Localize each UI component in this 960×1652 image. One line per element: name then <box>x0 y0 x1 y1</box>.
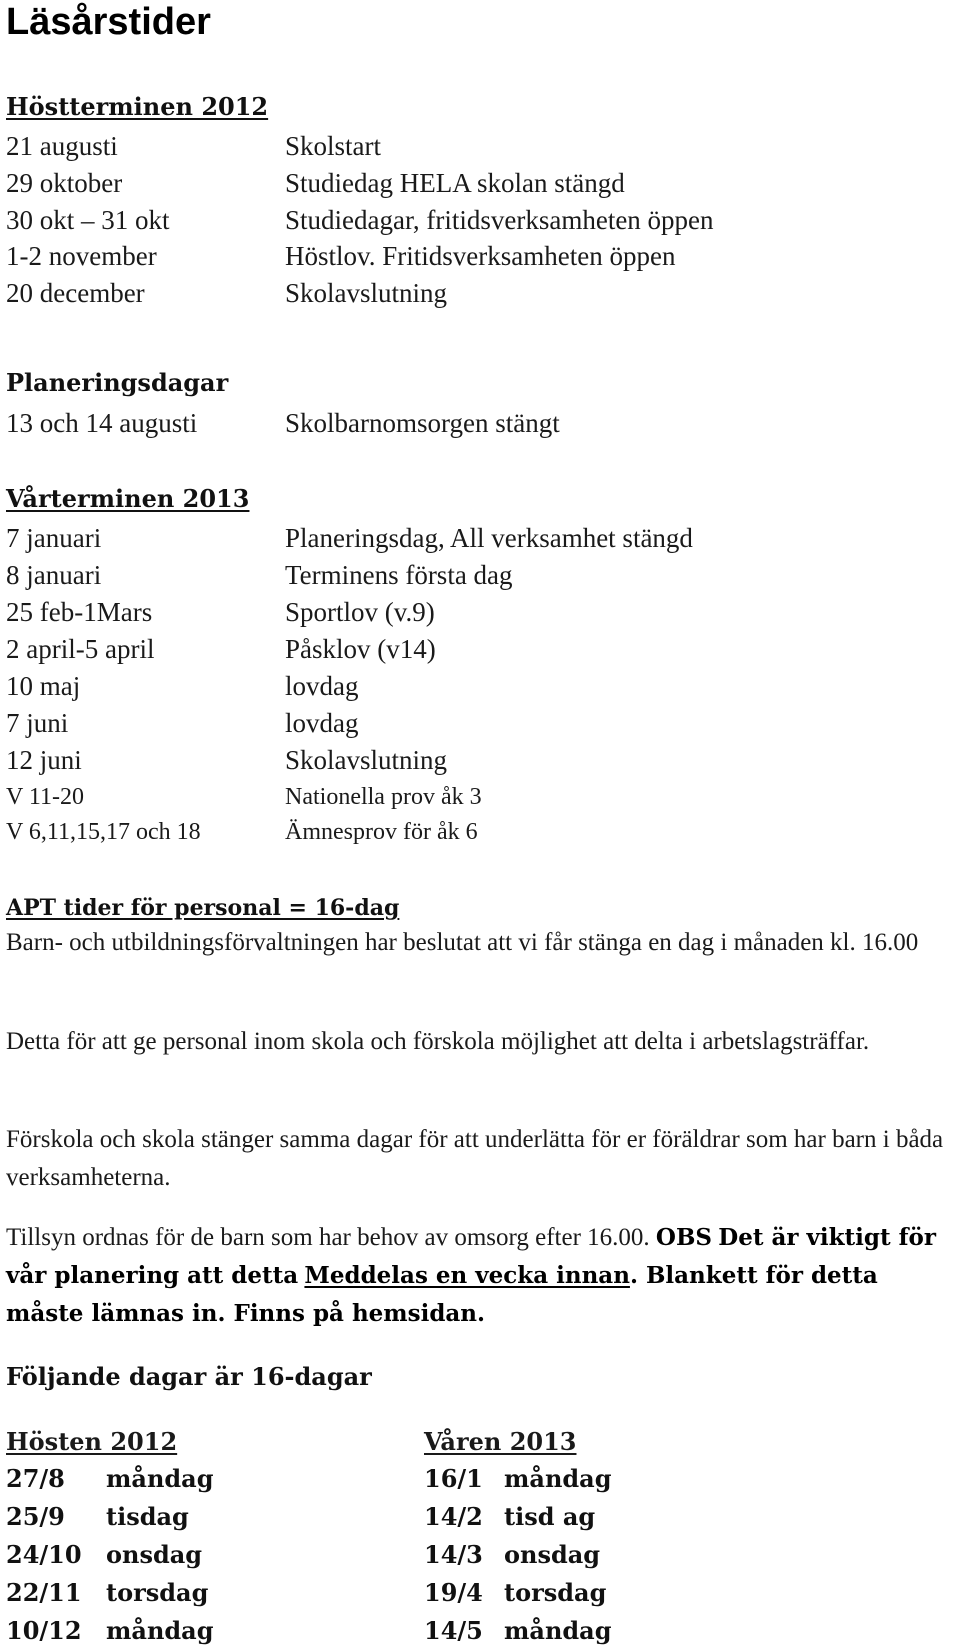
day16-date: 27/8 <box>6 1464 65 1493</box>
row-date: 8 januari <box>6 560 102 590</box>
row-date: 1-2 november <box>6 241 157 271</box>
day16-weekday: onsdag <box>106 1540 203 1569</box>
page-title: Läsårstider <box>6 1 211 43</box>
apt-paragraph-2: Detta för att ge personal inom skola och förskola möjlighet att delta i arbetslagsträffar. <box>6 1028 870 1055</box>
row-date: 20 december <box>6 278 145 308</box>
schedule-row <box>6 201 946 239</box>
day16-weekday: måndag <box>504 1464 612 1493</box>
day16-date: 24/10 <box>6 1540 82 1569</box>
row-event: Skolavslutning <box>285 745 448 775</box>
day16-weekday: torsdag <box>504 1578 607 1607</box>
row-event: Studiedagar, fritidsverksamheten öppen <box>285 205 714 235</box>
row-event: Påsklov (v14) <box>285 634 436 664</box>
row-date: 10 maj <box>6 671 81 701</box>
schedule-row <box>6 404 946 442</box>
row-date: 21 augusti <box>6 131 118 161</box>
row-event: Planeringsdag, All verksamhet stängd <box>285 523 693 553</box>
days16-heading: Följande dagar är 16-dagar <box>6 1362 372 1391</box>
apt-paragraph-3: Förskola och skola stänger samma dagar för att underlätta för er föräldrar som har barn i båda verksamheterna. <box>6 1126 944 1191</box>
schedule-row <box>6 127 946 165</box>
day16-date: 14/3 <box>424 1540 483 1569</box>
schedule-row <box>6 741 946 779</box>
schedule-row <box>6 274 946 312</box>
schedule-row <box>6 630 946 668</box>
row-date: 12 juni <box>6 745 82 775</box>
row-date: 2 april-5 april <box>6 634 155 664</box>
row-event: Nationella prov åk 3 <box>285 784 482 810</box>
row-date: 7 januari <box>6 523 102 553</box>
day16-weekday: måndag <box>504 1616 612 1645</box>
schedule-row <box>6 519 946 557</box>
schedule-row <box>6 556 946 594</box>
row-date: 13 och 14 augusti <box>6 408 198 438</box>
apt-p4-text: Tillsyn ordnas för de barn som har behov av omsorg efter 16.00. <box>6 1224 650 1251</box>
autumn-term-heading: Höstterminen 2012 <box>6 92 269 121</box>
day16-date: 25/9 <box>6 1502 65 1531</box>
schedule-row <box>6 778 946 816</box>
row-date: V 6,11,15,17 och 18 <box>6 819 201 845</box>
row-event: lovdag <box>285 671 359 701</box>
row-event: Terminens första dag <box>285 560 513 590</box>
apt-p4-bold-1: Det är viktigt för vår planering att detta <box>6 1224 936 1289</box>
day16-date: 19/4 <box>424 1578 483 1607</box>
apt-paragraph-1: Barn- och utbildningsförvaltningen har beslutat att vi får stänga en dag i månaden kl. 16.00 <box>6 929 919 956</box>
day16-date: 16/1 <box>424 1464 483 1493</box>
planning-days-heading: Planeringsdagar <box>6 368 229 397</box>
day16-date: 22/11 <box>6 1578 82 1607</box>
spring-2013-heading: Våren 2013 <box>424 1427 577 1456</box>
spring-term-heading: Vårterminen 2013 <box>6 484 250 513</box>
day16-date: 10/12 <box>6 1616 82 1645</box>
row-event: Ämnesprov för åk 6 <box>285 819 478 845</box>
row-date: 30 okt – 31 okt <box>6 205 170 235</box>
row-event: Skolstart <box>285 131 382 161</box>
apt-heading: APT tider för personal = 16-dag <box>6 895 400 921</box>
row-event: Höstlov. Fritidsverksamheten öppen <box>285 241 676 271</box>
day16-date: 14/2 <box>424 1502 483 1531</box>
day16-weekday: måndag <box>106 1616 214 1645</box>
row-date: 29 oktober <box>6 168 123 198</box>
row-event: lovdag <box>285 708 359 738</box>
day16-weekday: torsdag <box>106 1578 209 1607</box>
schedule-row <box>6 704 946 742</box>
row-date: 7 juni <box>6 708 69 738</box>
day16-date: 14/5 <box>424 1616 483 1645</box>
day16-weekday: onsdag <box>504 1540 601 1569</box>
schedule-row <box>6 237 946 275</box>
row-date: 25 feb-1Mars <box>6 597 153 627</box>
day16-weekday: tisdag <box>106 1502 189 1531</box>
schedule-row <box>6 813 946 851</box>
apt-paragraph-4 <box>6 1219 954 1333</box>
autumn-2012-heading: Hösten 2012 <box>6 1427 178 1456</box>
day16-weekday: måndag <box>106 1464 214 1493</box>
apt-p4-bold-2: . Blankett för detta måste lämnas in. Finns på hemsidan. <box>6 1262 878 1327</box>
row-event: Skolavslutning <box>285 278 448 308</box>
row-event: Studiedag HELA skolan stängd <box>285 168 625 198</box>
row-event: Skolbarnomsorgen stängt <box>285 408 560 438</box>
schedule-row <box>6 164 946 202</box>
row-date: V 11-20 <box>6 784 84 810</box>
schedule-row <box>6 593 946 631</box>
apt-p4-underlined: Meddelas en vecka innan <box>304 1262 630 1289</box>
row-event: Sportlov (v.9) <box>285 597 435 627</box>
day16-weekday: tisd ag <box>504 1502 596 1531</box>
obs-label: OBS <box>655 1224 712 1251</box>
schedule-row <box>6 667 946 705</box>
